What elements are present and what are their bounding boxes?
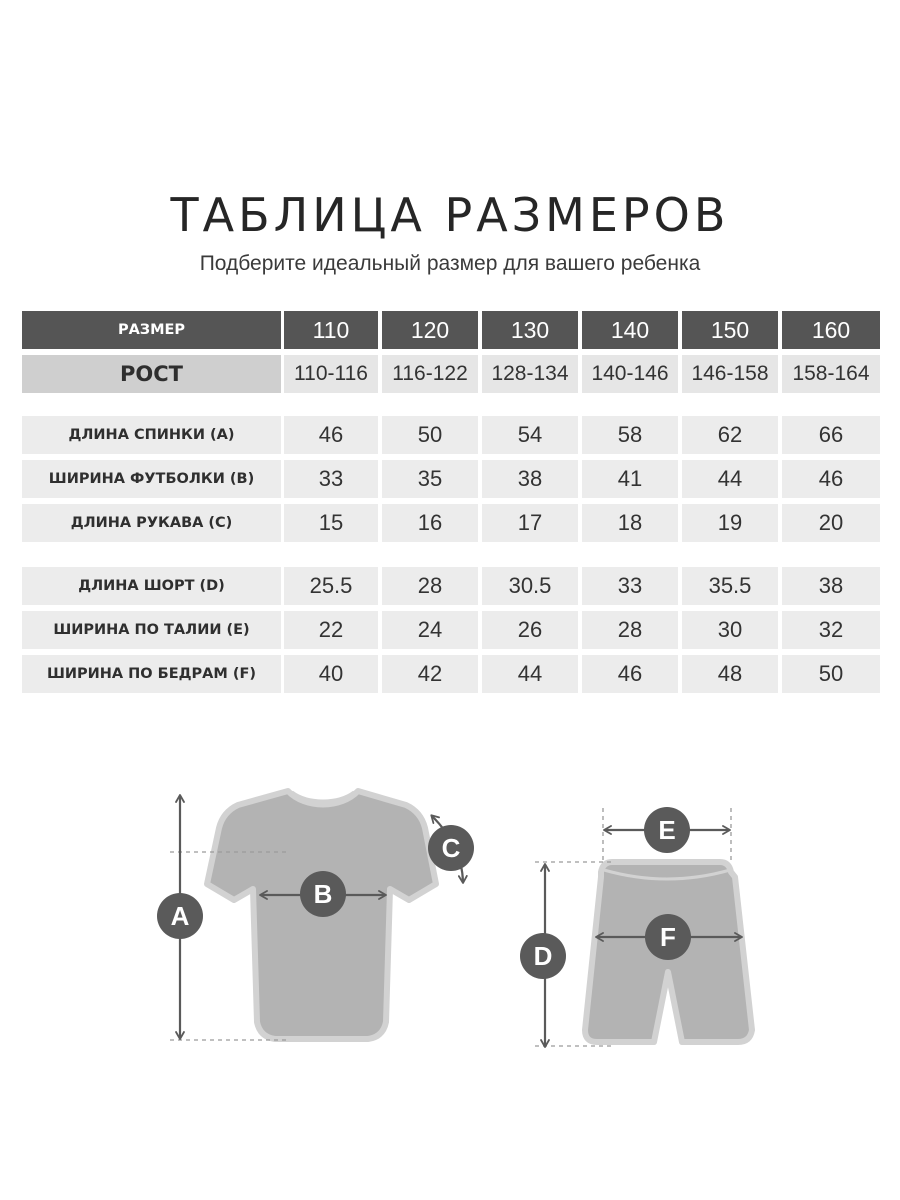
table-cell: 40 <box>284 655 378 693</box>
row-label: ШИРИНА ПО БЕДРАМ (F) <box>22 655 281 693</box>
table-cell: 41 <box>582 460 678 498</box>
table-cell: 33 <box>284 460 378 498</box>
table-cell: 24 <box>382 611 478 649</box>
table-cell: 46 <box>782 460 880 498</box>
table-cell: 17 <box>482 504 578 542</box>
table-cell: 35.5 <box>682 567 778 605</box>
table-cell: 28 <box>382 567 478 605</box>
table-cell: 46 <box>582 655 678 693</box>
marker-c-label: C <box>441 833 461 863</box>
marker-c-icon <box>428 825 474 871</box>
height-label: РОСТ <box>22 355 281 393</box>
header-cell: 110 <box>284 311 378 349</box>
marker-a-label: A <box>170 901 190 931</box>
table-cell: 38 <box>782 567 880 605</box>
row-label: ДЛИНА РУКАВА (C) <box>22 504 281 542</box>
height-cell: 146-158 <box>682 355 778 393</box>
row-label: ДЛИНА СПИНКИ (A) <box>22 416 281 454</box>
header-cell: 120 <box>382 311 478 349</box>
table-cell: 22 <box>284 611 378 649</box>
table-cell: 44 <box>482 655 578 693</box>
table-cell: 33 <box>582 567 678 605</box>
table-cell: 25.5 <box>284 567 378 605</box>
row-label: ШИРИНА ФУТБОЛКИ (B) <box>22 460 281 498</box>
marker-e-icon <box>644 807 690 853</box>
row-label: ДЛИНА ШОРТ (D) <box>22 567 281 605</box>
table-cell: 30 <box>682 611 778 649</box>
marker-d-icon <box>520 933 566 979</box>
marker-a-icon <box>157 893 203 939</box>
table-cell: 38 <box>482 460 578 498</box>
table-cell: 66 <box>782 416 880 454</box>
header-label: РАЗМЕР <box>22 311 281 349</box>
page-title: ТАБЛИЦА РАЗМЕРОВ <box>170 188 730 242</box>
table-cell: 46 <box>284 416 378 454</box>
marker-b-label: B <box>313 879 333 909</box>
marker-d-label: D <box>533 941 553 971</box>
marker-b-icon <box>300 871 346 917</box>
table-cell: 15 <box>284 504 378 542</box>
height-cell: 110-116 <box>284 355 378 393</box>
table-cell: 35 <box>382 460 478 498</box>
height-cell: 116-122 <box>382 355 478 393</box>
header-cell: 140 <box>582 311 678 349</box>
table-cell: 50 <box>782 655 880 693</box>
table-cell: 16 <box>382 504 478 542</box>
table-cell: 18 <box>582 504 678 542</box>
row-label: ШИРИНА ПО ТАЛИИ (E) <box>22 611 281 649</box>
marker-e-label: E <box>658 815 676 845</box>
height-cell: 140-146 <box>582 355 678 393</box>
table-cell: 44 <box>682 460 778 498</box>
table-cell: 42 <box>382 655 478 693</box>
header-cell: 150 <box>682 311 778 349</box>
height-cell: 128-134 <box>482 355 578 393</box>
table-cell: 48 <box>682 655 778 693</box>
header-cell: 130 <box>482 311 578 349</box>
table-cell: 19 <box>682 504 778 542</box>
page-subtitle: Подберите идеальный размер для вашего ребенка <box>199 252 701 275</box>
table-cell: 32 <box>782 611 880 649</box>
marker-f-label: F <box>660 922 676 952</box>
table-cell: 54 <box>482 416 578 454</box>
table-cell: 50 <box>382 416 478 454</box>
height-cell: 158-164 <box>782 355 880 393</box>
marker-f-icon <box>645 914 691 960</box>
table-cell: 28 <box>582 611 678 649</box>
header-cell: 160 <box>782 311 880 349</box>
table-cell: 62 <box>682 416 778 454</box>
table-cell: 26 <box>482 611 578 649</box>
table-cell: 30.5 <box>482 567 578 605</box>
table-cell: 20 <box>782 504 880 542</box>
table-cell: 58 <box>582 416 678 454</box>
